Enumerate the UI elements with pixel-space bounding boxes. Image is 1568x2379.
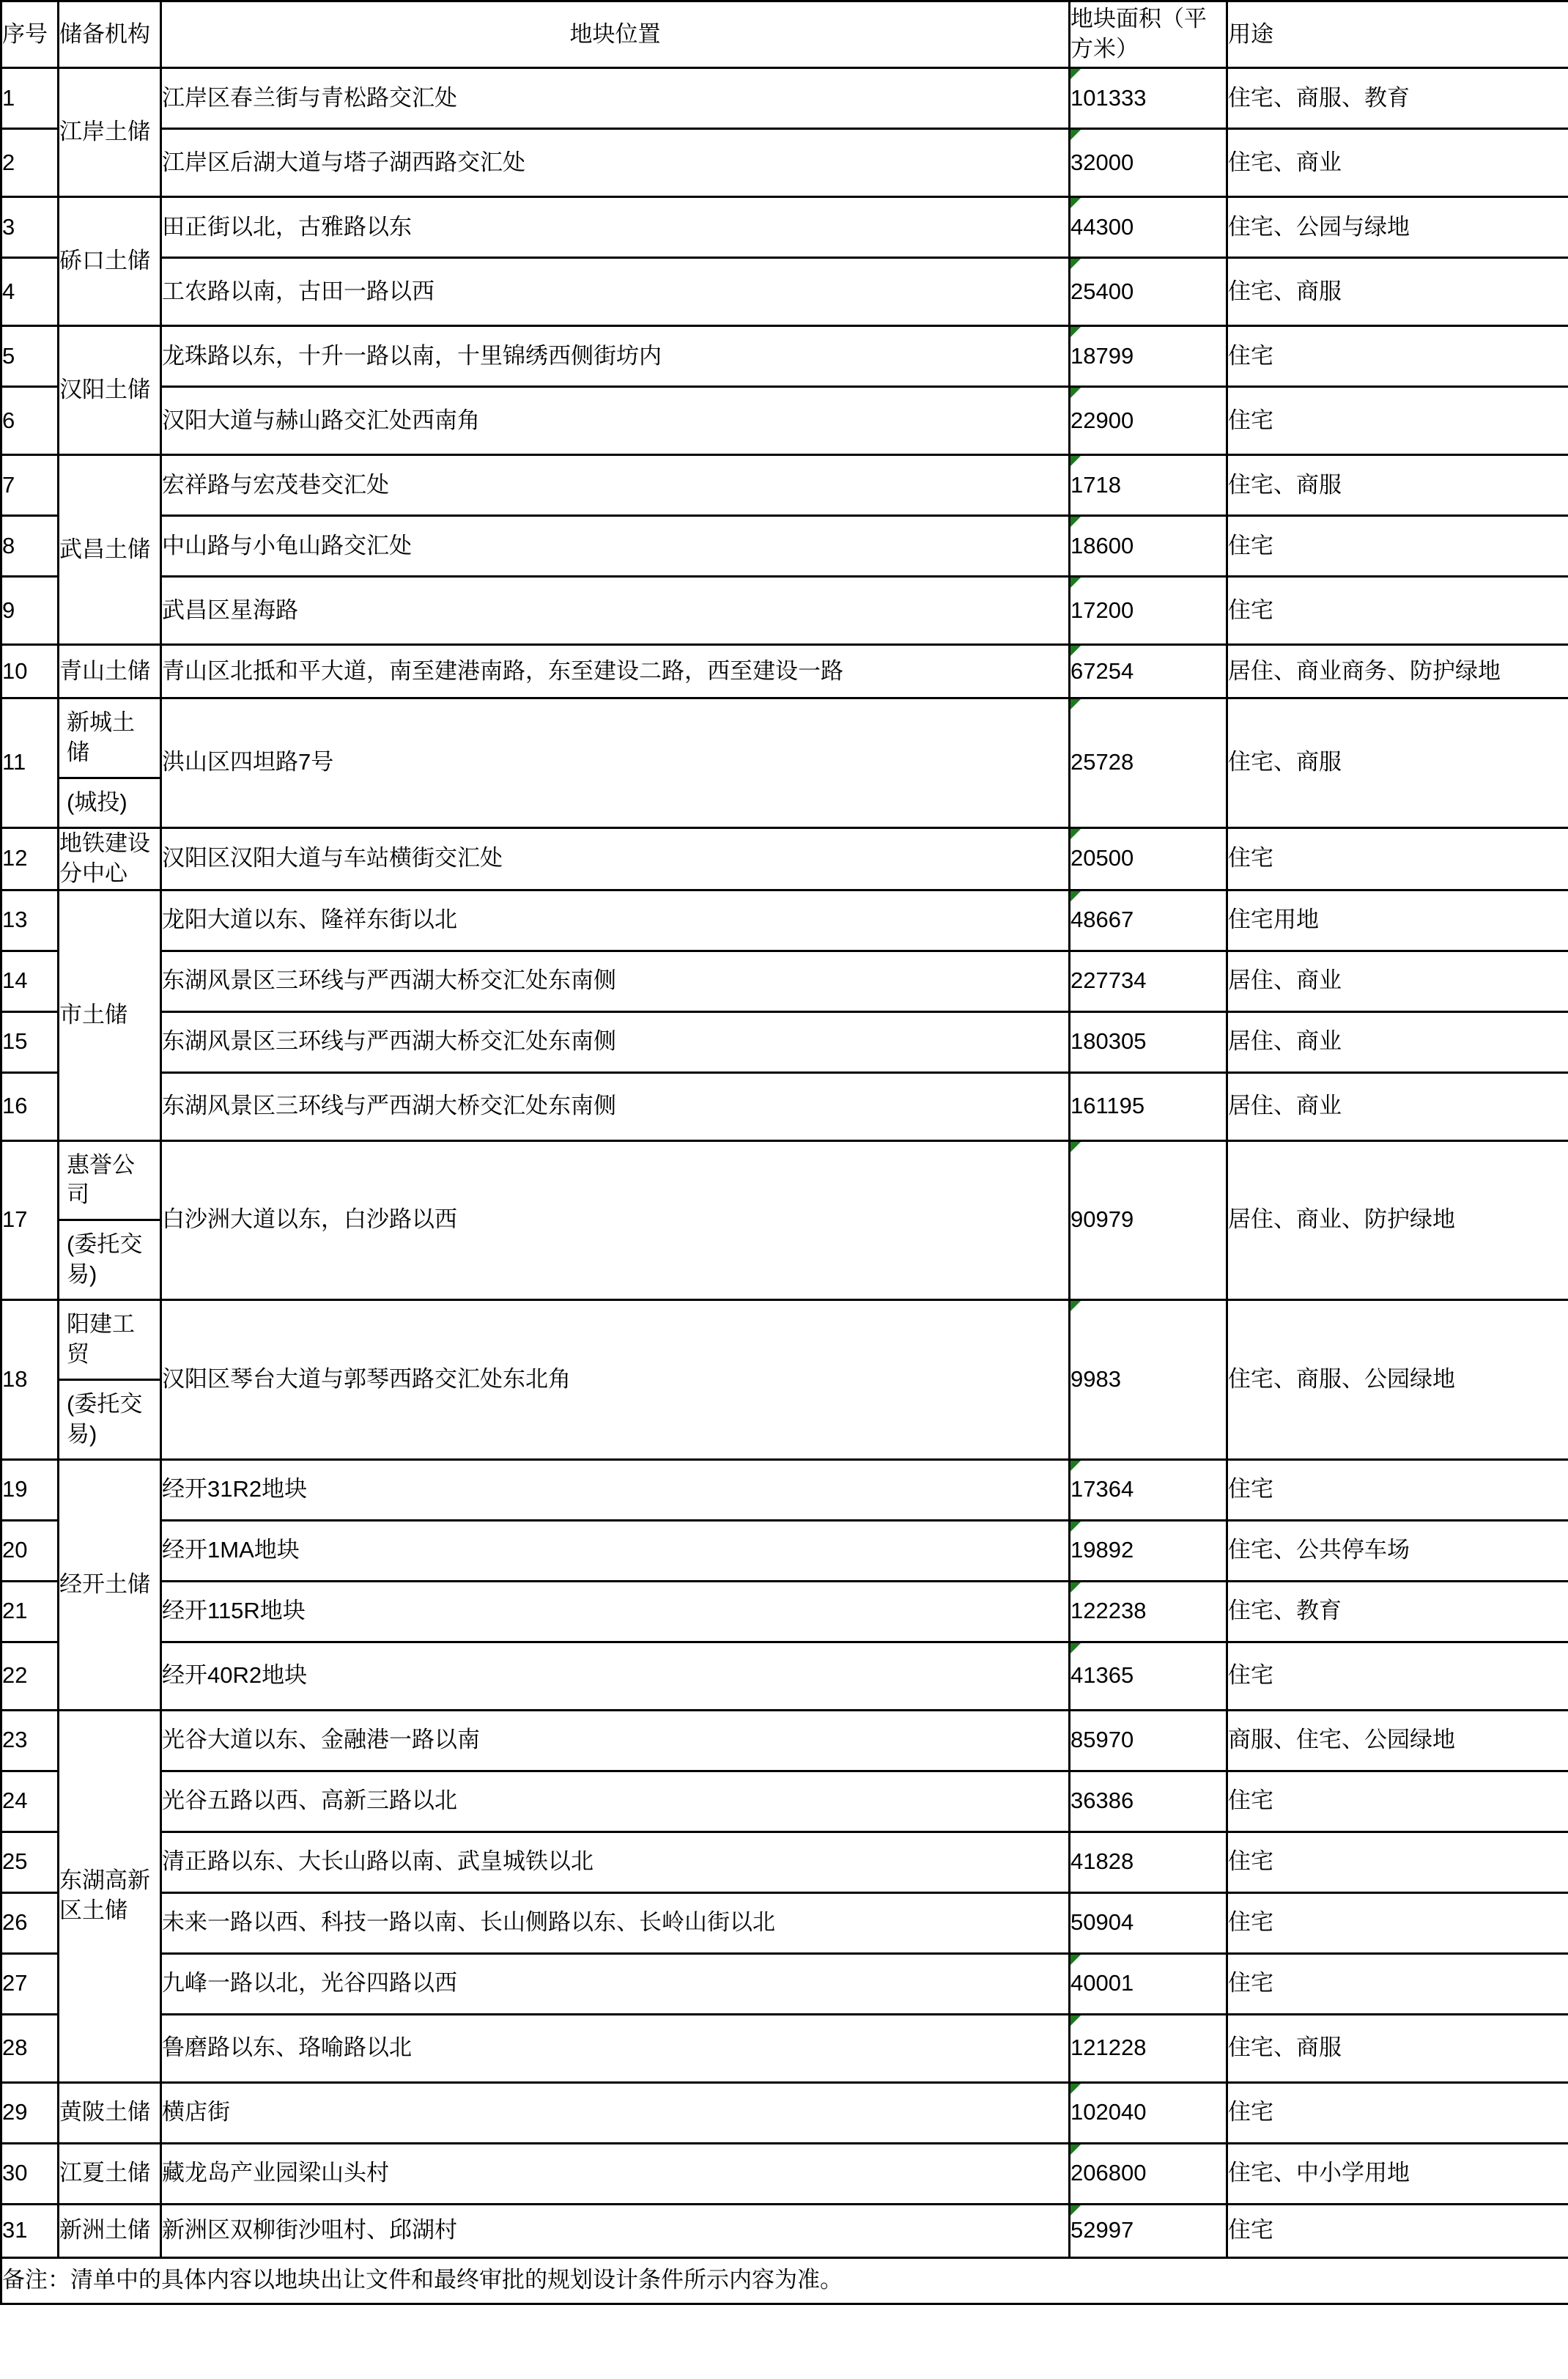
error-flag-icon xyxy=(1070,2084,1081,2094)
cell-org xyxy=(59,1140,161,1300)
cell-location: 东湖风景区三环线与严西湖大桥交汇处东南侧 xyxy=(161,1072,1070,1140)
error-flag-icon xyxy=(1070,388,1081,398)
cell-area xyxy=(1070,951,1227,1011)
cell-area-value: 206800 xyxy=(1070,2160,1147,2186)
cell-org-secondary: (委托交易) xyxy=(67,1231,143,1288)
table-row xyxy=(1,1140,1568,1300)
cell-org: 江岸土储 xyxy=(59,68,161,197)
cell-location: 汉阳区琴台大道与郭琴西路交汇处东北角 xyxy=(161,1300,1070,1460)
cell-use: 住宅、商服 xyxy=(1227,455,1568,516)
cell-org: 东湖高新区土储 xyxy=(59,1710,161,2082)
table-row xyxy=(1,1581,1568,1642)
cell-area xyxy=(1070,129,1227,197)
cell-org-primary: 惠誉公司 xyxy=(59,1142,160,1222)
cell-use: 住宅 xyxy=(1227,1892,1568,1953)
cell-use: 住宅 xyxy=(1227,516,1568,577)
table-row xyxy=(1,1832,1568,1892)
cell-area xyxy=(1070,1140,1227,1300)
cell-area-value: 32000 xyxy=(1070,149,1134,175)
error-flag-icon xyxy=(1070,69,1081,79)
cell-area-value: 227734 xyxy=(1070,967,1147,994)
cell-index: 3 xyxy=(1,197,59,258)
table-row xyxy=(1,2082,1568,2143)
cell-area-value: 25400 xyxy=(1070,278,1134,304)
table-row xyxy=(1,1300,1568,1460)
cell-area xyxy=(1070,455,1227,516)
table-row xyxy=(1,1520,1568,1581)
cell-location: 龙阳大道以东、隆祥东街以北 xyxy=(161,890,1070,951)
cell-index: 22 xyxy=(1,1642,59,1710)
cell-org: 市土储 xyxy=(59,890,161,1140)
cell-area xyxy=(1070,258,1227,326)
cell-org: 武昌土储 xyxy=(59,455,161,645)
cell-area-value: 44300 xyxy=(1070,213,1134,240)
table-row xyxy=(1,951,1568,1011)
cell-use: 住宅、商服 xyxy=(1227,258,1568,326)
error-flag-icon xyxy=(1070,1955,1081,1965)
cell-index: 18 xyxy=(1,1300,59,1460)
cell-area xyxy=(1070,2143,1227,2204)
cell-index: 31 xyxy=(1,2204,59,2257)
cell-org-secondary: (委托交易) xyxy=(67,1390,143,1447)
table-row xyxy=(1,1771,1568,1832)
cell-location: 九峰一路以北，光谷四路以西 xyxy=(161,1953,1070,2014)
cell-index: 1 xyxy=(1,68,59,129)
error-flag-icon xyxy=(1070,699,1081,709)
table-row xyxy=(1,129,1568,197)
error-flag-icon xyxy=(1070,829,1081,839)
cell-index: 10 xyxy=(1,645,59,698)
cell-area xyxy=(1070,2204,1227,2257)
cell-index: 11 xyxy=(1,698,59,828)
cell-org xyxy=(59,698,161,828)
error-flag-icon xyxy=(1070,198,1081,208)
cell-index: 28 xyxy=(1,2014,59,2082)
error-flag-icon xyxy=(1070,456,1081,466)
cell-area xyxy=(1070,1710,1227,1771)
cell-use: 住宅 xyxy=(1227,827,1568,890)
cell-area xyxy=(1070,1459,1227,1520)
table-row xyxy=(1,1892,1568,1953)
cell-index: 27 xyxy=(1,1953,59,2014)
cell-index: 25 xyxy=(1,1832,59,1892)
cell-index: 24 xyxy=(1,1771,59,1832)
cell-use: 居住、商业 xyxy=(1227,1011,1568,1072)
error-flag-icon xyxy=(1070,2205,1081,2216)
cell-org-secondary: (城投) xyxy=(67,789,127,815)
table-note: 备注：清单中的具体内容以地块出让文件和最终审批的规划设计条件所示内容为准。 xyxy=(1,2257,1568,2304)
column-header-use: 用途 xyxy=(1227,1,1568,68)
cell-location: 龙珠路以东，十升一路以南，十里锦绣西侧街坊内 xyxy=(161,326,1070,387)
cell-area xyxy=(1070,516,1227,577)
cell-index: 29 xyxy=(1,2082,59,2143)
cell-area xyxy=(1070,1011,1227,1072)
cell-index: 7 xyxy=(1,455,59,516)
cell-area xyxy=(1070,890,1227,951)
table-row xyxy=(1,455,1568,516)
cell-index: 9 xyxy=(1,577,59,645)
table-body xyxy=(1,68,1568,2304)
cell-area xyxy=(1070,1953,1227,2014)
table-row xyxy=(1,698,1568,828)
cell-location: 白沙洲大道以东，白沙路以西 xyxy=(161,1140,1070,1300)
note-row xyxy=(1,2257,1568,2304)
cell-location: 光谷大道以东、金融港一路以南 xyxy=(161,1710,1070,1771)
cell-area-value: 20500 xyxy=(1070,845,1134,871)
cell-area-value: 161195 xyxy=(1070,1093,1145,1119)
cell-use: 居住、商业 xyxy=(1227,951,1568,1011)
cell-index: 14 xyxy=(1,951,59,1011)
table-row xyxy=(1,890,1568,951)
cell-location: 江岸区春兰街与青松路交汇处 xyxy=(161,68,1070,129)
cell-location: 经开115R地块 xyxy=(161,1581,1070,1642)
table-row xyxy=(1,2014,1568,2082)
cell-org-primary: 新城土储 xyxy=(59,699,160,779)
cell-area-value: 18600 xyxy=(1070,532,1134,558)
cell-area-value: 41828 xyxy=(1070,1848,1134,1875)
cell-use: 居住、商业、防护绿地 xyxy=(1227,1140,1568,1300)
cell-area xyxy=(1070,1642,1227,1710)
cell-location: 光谷五路以西、高新三路以北 xyxy=(161,1771,1070,1832)
cell-index: 19 xyxy=(1,1459,59,1520)
cell-org: 青山土储 xyxy=(59,645,161,698)
cell-org: 黄陂土储 xyxy=(59,2082,161,2143)
cell-area-value: 48667 xyxy=(1070,907,1134,933)
table-row xyxy=(1,258,1568,326)
cell-location: 田正街以北，古雅路以东 xyxy=(161,197,1070,258)
cell-index: 17 xyxy=(1,1140,59,1300)
cell-org: 硚口土储 xyxy=(59,197,161,326)
cell-index: 4 xyxy=(1,258,59,326)
cell-index: 6 xyxy=(1,387,59,455)
cell-area-value: 41365 xyxy=(1070,1662,1134,1689)
cell-area xyxy=(1070,1520,1227,1581)
error-flag-icon xyxy=(1070,327,1081,337)
table-row xyxy=(1,516,1568,577)
cell-use: 住宅 xyxy=(1227,1459,1568,1520)
cell-use: 住宅 xyxy=(1227,1771,1568,1832)
cell-index: 2 xyxy=(1,129,59,197)
cell-location: 宏祥路与宏茂巷交汇处 xyxy=(161,455,1070,516)
cell-use: 住宅 xyxy=(1227,1642,1568,1710)
error-flag-icon xyxy=(1070,646,1081,656)
cell-use: 住宅、教育 xyxy=(1227,1581,1568,1642)
cell-index: 8 xyxy=(1,516,59,577)
cell-location: 经开1MA地块 xyxy=(161,1520,1070,1581)
cell-area xyxy=(1070,1771,1227,1832)
column-header-area: 地块面积（平方米） xyxy=(1070,1,1227,68)
cell-index: 20 xyxy=(1,1520,59,1581)
cell-area-value: 36386 xyxy=(1070,1788,1134,1814)
table-row xyxy=(1,1710,1568,1771)
cell-use: 住宅、商服 xyxy=(1227,2014,1568,2082)
error-flag-icon xyxy=(1070,2144,1081,2155)
cell-use: 住宅 xyxy=(1227,1832,1568,1892)
cell-use: 住宅、商业 xyxy=(1227,129,1568,197)
cell-location: 武昌区星海路 xyxy=(161,577,1070,645)
cell-index: 23 xyxy=(1,1710,59,1771)
cell-area-value: 22900 xyxy=(1070,407,1134,433)
cell-location: 未来一路以西、科技一路以南、长山侧路以东、长岭山街以北 xyxy=(161,1892,1070,1953)
error-flag-icon xyxy=(1070,891,1081,901)
error-flag-icon xyxy=(1070,259,1081,269)
cell-location: 汉阳区汉阳大道与车站横街交汇处 xyxy=(161,827,1070,890)
table-row xyxy=(1,387,1568,455)
cell-use: 住宅、中小学用地 xyxy=(1227,2143,1568,2204)
cell-location: 中山路与小龟山路交汇处 xyxy=(161,516,1070,577)
error-flag-icon xyxy=(1070,1522,1081,1532)
table-row xyxy=(1,2204,1568,2257)
cell-area-value: 67254 xyxy=(1070,657,1134,684)
cell-location: 东湖风景区三环线与严西湖大桥交汇处东南侧 xyxy=(161,951,1070,1011)
cell-area-value: 19892 xyxy=(1070,1537,1134,1563)
cell-location: 青山区北抵和平大道，南至建港南路，东至建设二路，西至建设一路 xyxy=(161,645,1070,698)
cell-index: 21 xyxy=(1,1581,59,1642)
table-row xyxy=(1,197,1568,258)
error-flag-icon xyxy=(1070,1582,1081,1593)
cell-location: 鲁磨路以东、珞喻路以北 xyxy=(161,2014,1070,2082)
table-row xyxy=(1,1072,1568,1140)
cell-location: 汉阳大道与赫山路交汇处西南角 xyxy=(161,387,1070,455)
cell-area xyxy=(1070,2014,1227,2082)
error-flag-icon xyxy=(1070,578,1081,588)
cell-location: 洪山区四坦路7号 xyxy=(161,698,1070,828)
cell-area-value: 122238 xyxy=(1070,1598,1147,1624)
cell-use: 住宅 xyxy=(1227,326,1568,387)
column-header-index: 序号 xyxy=(1,1,59,68)
cell-use: 居住、商业商务、防护绿地 xyxy=(1227,645,1568,698)
cell-area xyxy=(1070,1072,1227,1140)
column-header-org: 储备机构 xyxy=(59,1,161,68)
error-flag-icon xyxy=(1070,1142,1081,1152)
cell-area-value: 1718 xyxy=(1070,471,1121,498)
cell-area xyxy=(1070,387,1227,455)
cell-area-value: 9983 xyxy=(1070,1366,1121,1393)
cell-area xyxy=(1070,827,1227,890)
cell-area-value: 18799 xyxy=(1070,342,1134,369)
cell-org: 新洲土储 xyxy=(59,2204,161,2257)
cell-use: 住宅、公共停车场 xyxy=(1227,1520,1568,1581)
cell-area-value: 121228 xyxy=(1070,2035,1147,2061)
cell-location: 清正路以东、大长山路以南、武皇城铁以北 xyxy=(161,1832,1070,1892)
cell-index: 15 xyxy=(1,1011,59,1072)
cell-use: 住宅 xyxy=(1227,387,1568,455)
cell-location: 东湖风景区三环线与严西湖大桥交汇处东南侧 xyxy=(161,1011,1070,1072)
cell-area xyxy=(1070,326,1227,387)
cell-area xyxy=(1070,197,1227,258)
table-row xyxy=(1,1459,1568,1520)
cell-location: 工农路以南，古田一路以西 xyxy=(161,258,1070,326)
cell-org: 经开土储 xyxy=(59,1459,161,1710)
cell-index: 13 xyxy=(1,890,59,951)
cell-use: 住宅、商服 xyxy=(1227,698,1568,828)
cell-use: 商服、住宅、公园绿地 xyxy=(1227,1710,1568,1771)
error-flag-icon xyxy=(1070,2015,1081,2026)
column-header-location: 地块位置 xyxy=(161,1,1070,68)
error-flag-icon xyxy=(1070,1643,1081,1653)
cell-use: 住宅 xyxy=(1227,1953,1568,2014)
table-row xyxy=(1,1011,1568,1072)
cell-index: 12 xyxy=(1,827,59,890)
cell-index: 30 xyxy=(1,2143,59,2204)
cell-location: 江岸区后湖大道与塔子湖西路交汇处 xyxy=(161,129,1070,197)
cell-org-primary: 阳建工贸 xyxy=(59,1301,160,1381)
cell-use: 住宅用地 xyxy=(1227,890,1568,951)
cell-area xyxy=(1070,68,1227,129)
cell-area-value: 52997 xyxy=(1070,2217,1134,2243)
error-flag-icon xyxy=(1070,130,1081,140)
cell-org: 汉阳土储 xyxy=(59,326,161,455)
cell-index: 26 xyxy=(1,1892,59,1953)
cell-org: 地铁建设分中心 xyxy=(59,827,161,890)
cell-use: 住宅 xyxy=(1227,577,1568,645)
cell-location: 藏龙岛产业园梁山头村 xyxy=(161,2143,1070,2204)
cell-area xyxy=(1070,1832,1227,1892)
cell-use: 住宅、公园与绿地 xyxy=(1227,197,1568,258)
cell-area xyxy=(1070,1581,1227,1642)
cell-use: 住宅、商服、公园绿地 xyxy=(1227,1300,1568,1460)
cell-area xyxy=(1070,1892,1227,1953)
table-row xyxy=(1,577,1568,645)
cell-area-value: 101333 xyxy=(1070,84,1147,111)
cell-org: 江夏土储 xyxy=(59,2143,161,2204)
cell-area-value: 85970 xyxy=(1070,1727,1134,1753)
cell-location: 经开31R2地块 xyxy=(161,1459,1070,1520)
cell-area xyxy=(1070,645,1227,698)
cell-area-value: 25728 xyxy=(1070,749,1134,775)
cell-area-value: 180305 xyxy=(1070,1028,1147,1055)
cell-use: 住宅 xyxy=(1227,2204,1568,2257)
cell-area-value: 90979 xyxy=(1070,1206,1134,1233)
cell-area xyxy=(1070,698,1227,828)
cell-area-value: 40001 xyxy=(1070,1970,1134,1996)
table-row xyxy=(1,1642,1568,1710)
cell-location: 横店街 xyxy=(161,2082,1070,2143)
error-flag-icon xyxy=(1070,517,1081,527)
table-row xyxy=(1,68,1568,129)
cell-area-value: 102040 xyxy=(1070,2099,1147,2125)
cell-area xyxy=(1070,577,1227,645)
cell-index: 16 xyxy=(1,1072,59,1140)
cell-area-value: 50904 xyxy=(1070,1909,1134,1936)
cell-area xyxy=(1070,1300,1227,1460)
cell-use: 居住、商业 xyxy=(1227,1072,1568,1140)
table-header xyxy=(1,1,1568,68)
header-row xyxy=(1,1,1568,68)
cell-use: 住宅、商服、教育 xyxy=(1227,68,1568,129)
error-flag-icon xyxy=(1070,1301,1081,1311)
cell-area xyxy=(1070,2082,1227,2143)
cell-area-value: 17364 xyxy=(1070,1476,1134,1502)
cell-index: 5 xyxy=(1,326,59,387)
cell-org xyxy=(59,1300,161,1460)
cell-use: 住宅 xyxy=(1227,2082,1568,2143)
cell-location: 新洲区双柳街沙咀村、邱湖村 xyxy=(161,2204,1070,2257)
table-row xyxy=(1,645,1568,698)
table-row xyxy=(1,2143,1568,2204)
table-row xyxy=(1,326,1568,387)
cell-area-value: 17200 xyxy=(1070,597,1134,623)
table-row xyxy=(1,1953,1568,2014)
cell-location: 经开40R2地块 xyxy=(161,1642,1070,1710)
table-row xyxy=(1,827,1568,890)
error-flag-icon xyxy=(1070,1461,1081,1471)
